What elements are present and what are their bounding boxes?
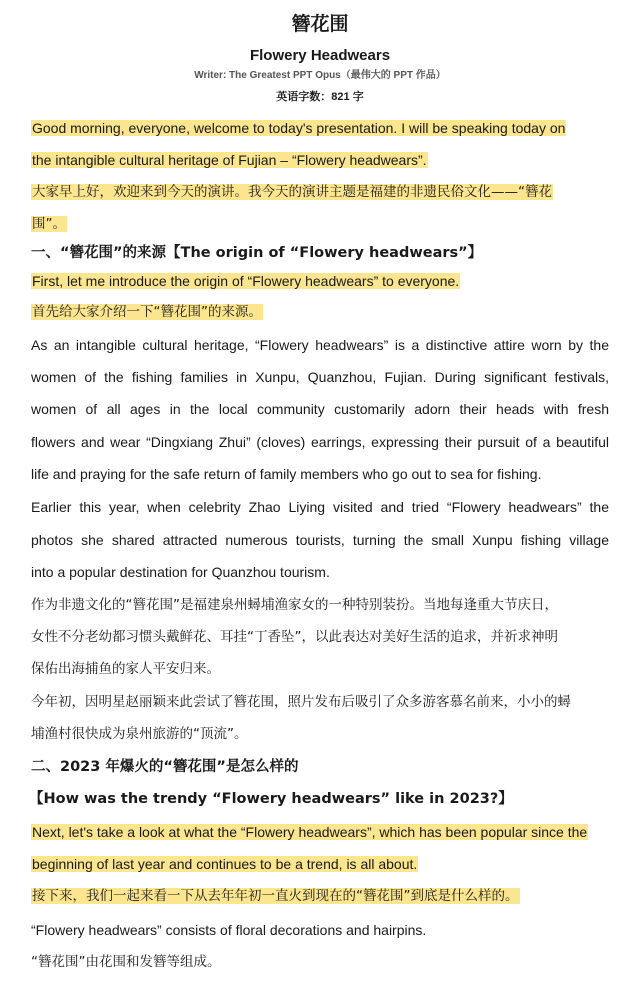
section1-p1-line: flowers and wear “Dingxiang Zhui” (cloves) earrings, expressing their pursuit of a beautiful: [31, 434, 609, 450]
section1-p1-line: life and praying for the safe return of family members who go out to sea for fishing.: [31, 466, 542, 482]
section1-lead-zh: 首先给大家介绍一下“簪花围”的来源。: [32, 304, 262, 320]
section1-p1-line: women of the fishing families in Xunpu, Quanzhou, Fujian. During significant festivals,: [31, 369, 609, 385]
section1-heading: 一、“簪花围”的来源【The origin of “Flowery headwears”】: [31, 245, 483, 261]
section1-p1-line: women of all ages in the local community customarily adorn their heads with fresh: [31, 401, 609, 417]
section2-lead-en-line-1: Next, let's take a look at what the “Flowery headwears”, which has been popular since the: [32, 824, 588, 840]
word-count: 英语字数：821 字: [276, 91, 364, 103]
intro-en-line-1: Good morning, everyone, welcome to today's presentation. I will be speaking today on: [32, 120, 566, 136]
section2-heading-zh: 二、2023 年爆火的“簪花围”是怎么样的: [31, 759, 299, 775]
section1-p4-line: 今年初，因明星赵丽颖来此尝试了簪花围，照片发布后吸引了众多游客慕名前来，小小的蟳: [31, 694, 571, 710]
section1-p3-line: 作为非遗文化的“簪花围”是福建泉州蟳埔渔家女的一种特别装扮。当地每逢重大节庆日，: [31, 597, 558, 613]
section1-lead-en: First, let me introduce the origin of “Flowery headwears” to everyone.: [32, 273, 460, 289]
document-subtitle: Flowery Headwears: [249, 47, 391, 64]
document-title: 簪花围: [291, 13, 349, 35]
section1-p3-line: 女性不分老幼都习惯头戴鲜花、耳挂“丁香坠”，以此表达对美好生活的追求，并祈求神明: [31, 629, 558, 645]
section1-p1-line: As an intangible cultural heritage, “Flowery headwears” is a distinctive attire worn by the: [31, 337, 609, 353]
section2-p1-zh: “簪花围”由花围和发簪等组成。: [31, 954, 221, 970]
section2-lead-en-line-2: beginning of last year and continues to be a trend, is all about.: [32, 856, 418, 872]
intro-en-line-2: the intangible cultural heritage of Fujian – “Flowery headwears”.: [32, 152, 427, 168]
section1-p2-line: into a popular destination for Quanzhou tourism.: [31, 564, 330, 580]
section1-p2-line: Earlier this year, when celebrity Zhao Liying visited and tried “Flowery headwears” the: [31, 499, 609, 515]
document-header: [0, 0, 640, 104]
section2-heading-en: 【How was the trendy “Flowery headwears” like in 2023?】: [29, 791, 513, 807]
section2-p1-en: “Flowery headwears” consists of floral decorations and hairpins.: [31, 922, 427, 938]
section2-lead-zh: 接下来，我们一起来看一下从去年年初一直火到现在的“簪花围”到底是什么样的。: [32, 888, 519, 904]
section1-p4-line: 埔渔村很快成为泉州旅游的“顶流”。: [31, 726, 248, 742]
intro-zh-line-2: 围”。: [32, 216, 66, 232]
section1-p3-line: 保佑出海捕鱼的家人平安归来。: [31, 661, 220, 677]
writer-credit: Writer: The Greatest PPT Opus（最伟大的 PPT 作品）: [194, 70, 446, 81]
intro-zh-line-1: 大家早上好，欢迎来到今天的演讲。我今天的演讲主题是福建的非遗民俗文化——“簪花: [32, 184, 552, 200]
section1-p2-line: photos she shared attracted numerous tourists, turning the small Xunpu fishing village: [31, 532, 609, 548]
